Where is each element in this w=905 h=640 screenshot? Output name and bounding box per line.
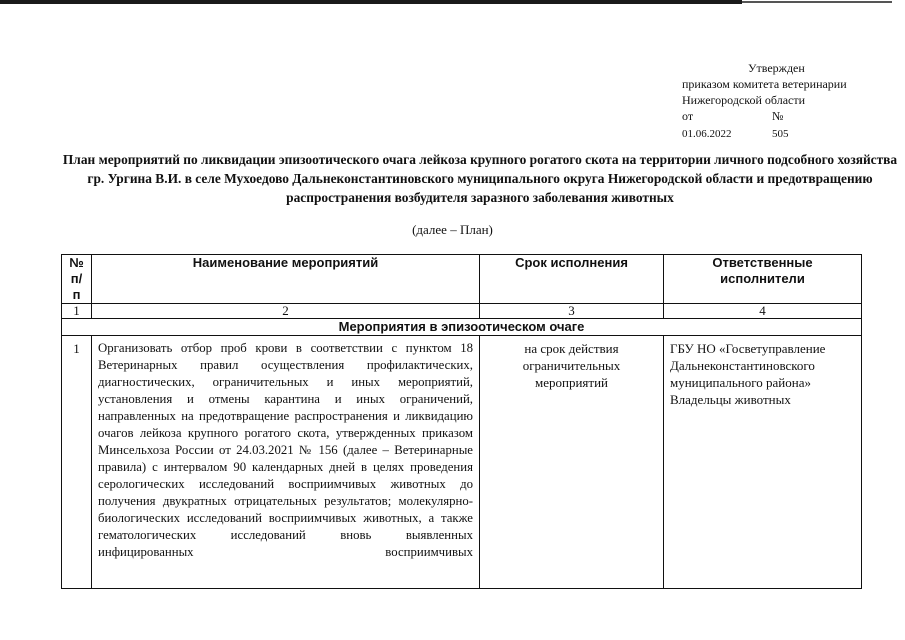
header-number: № п/п xyxy=(62,255,92,304)
row-term-text: на срок действия ограничительных мероприятий xyxy=(522,341,621,390)
row-activity-text: Организовать отбор проб крови в соответствии с пунктом 18 Ветеринарных правил осуществления профилактических, диагностических, ограничительных и иных мероприятий, установления и отмены карантина и иных ограничений, направленных на предотвращение распространения и ликвидацию очагов лейкоза крупного рогатого скота, утвержденных приказом Минсельхоза России от 24.03.2021 № 156 (далее – Ветеринарные правила) с интервалом 90 календарных дней в целях проведения серологических исследований восприимчивых животных до получения двукратных отрицательных результатов; молекулярно-биологических исследований восприимчивых животных, а также гематологических исследований вновь выявленных инфицированных восприимчивых xyxy=(98,341,473,559)
document-subtitle: (далее – План) xyxy=(412,222,493,237)
row-activity xyxy=(92,336,480,589)
row-term xyxy=(480,336,664,589)
column-number-1: 1 xyxy=(62,304,92,319)
column-numbers-row xyxy=(62,304,862,319)
row-number-text: 1 xyxy=(73,341,80,356)
approval-date: 01.06.2022 xyxy=(682,128,732,140)
approval-line-order: приказом комитета ветеринарии xyxy=(682,77,847,91)
approval-labels-row xyxy=(682,108,847,124)
row-executor-2: Владельцы животных xyxy=(670,392,791,407)
column-number-4: 4 xyxy=(664,304,862,319)
approval-from-label: от xyxy=(682,109,694,123)
approval-values-row xyxy=(682,126,847,142)
column-number-3: 3 xyxy=(480,304,664,319)
scan-edge-artifact-thin xyxy=(742,1,892,3)
section-title: Мероприятия в эпизоотическом очаге xyxy=(62,319,862,336)
plan-table xyxy=(61,254,862,589)
approval-block xyxy=(682,60,847,142)
row-number xyxy=(62,336,92,589)
table-header-row xyxy=(62,255,862,304)
header-activity: Наименование мероприятий xyxy=(92,255,480,304)
document-title: План мероприятий по ликвидации эпизоотического очага лейкоза крупного рогатого скота на территории личного подсобного хозяйства гр. Ургина В.И. в селе Мухоедово Дальнеконстантиновского муниципального округа Нижегородской области и предотвращению распространения возбудителя заразного заболевания животных xyxy=(62,152,898,205)
row-executor-1: ГБУ НО «Госветуправление Дальнеконстантиновского муниципального района» xyxy=(670,341,826,390)
header-term: Срок исполнения xyxy=(480,255,664,304)
table-row xyxy=(62,336,862,589)
approval-number: 505 xyxy=(772,128,789,140)
approval-number-label: № xyxy=(772,109,784,123)
approval-line-region: Нижегородской области xyxy=(682,93,806,107)
row-executors xyxy=(664,336,862,589)
scan-edge-artifact xyxy=(0,0,742,4)
approval-line-approved: Утвержден xyxy=(748,61,805,75)
section-row xyxy=(62,319,862,336)
column-number-2: 2 xyxy=(92,304,480,319)
header-executors: Ответственные исполнители xyxy=(664,255,862,304)
